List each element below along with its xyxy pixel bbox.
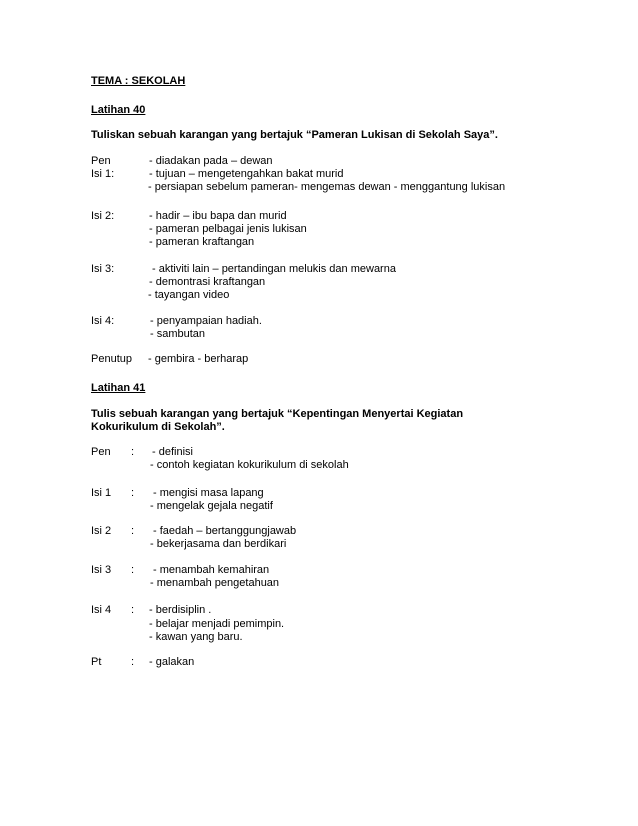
row-label: Penutup bbox=[91, 353, 132, 365]
row-text: - penyampaian hadiah. bbox=[150, 315, 262, 327]
row-label: Pen bbox=[91, 155, 111, 167]
row-text: - menambah pengetahuan bbox=[150, 577, 280, 589]
row-text: - berdisiplin . bbox=[149, 604, 212, 616]
theme-heading: TEMA : SEKOLAH bbox=[91, 75, 186, 87]
row-label: Isi 1 bbox=[91, 487, 112, 499]
row-label: Isi 4 bbox=[91, 604, 112, 616]
row-text: - tujuan – mengetengahkan bakat murid bbox=[149, 168, 344, 180]
row-text: - menambah kemahiran bbox=[153, 564, 270, 576]
row-text: - demontrasi kraftangan bbox=[149, 276, 266, 288]
row-label: Isi 3 bbox=[91, 564, 112, 576]
row-text: - diadakan pada – dewan bbox=[149, 155, 273, 167]
row-text: - pameran kraftangan bbox=[149, 236, 255, 248]
row-label: Isi 2: bbox=[91, 210, 115, 222]
row-colon: : bbox=[131, 564, 135, 576]
row-text: - hadir – ibu bapa dan murid bbox=[149, 210, 287, 222]
row-text: - tayangan video bbox=[148, 289, 230, 301]
row-colon: : bbox=[131, 487, 135, 499]
exercise-41-heading: Latihan 41 bbox=[91, 382, 146, 394]
row-text: - belajar menjadi pemimpin. bbox=[149, 618, 285, 630]
row-text: - galakan bbox=[149, 656, 195, 668]
row-colon: : bbox=[131, 604, 135, 616]
exercise-41-question-line1: Tulis sebuah karangan yang bertajuk “Kepentingan Menyertai Kegiatan bbox=[91, 408, 464, 420]
exercise-40-heading: Latihan 40 bbox=[91, 104, 146, 116]
row-text: - faedah – bertanggungjawab bbox=[153, 525, 297, 537]
row-colon: : bbox=[131, 525, 135, 537]
row-text: - definisi bbox=[152, 446, 193, 458]
row-text: - mengisi masa lapang bbox=[153, 487, 264, 499]
row-label: Isi 3: bbox=[91, 263, 115, 275]
row-text: - sambutan bbox=[150, 328, 206, 340]
row-text: - kawan yang baru. bbox=[149, 631, 243, 643]
row-text: - gembira - berharap bbox=[148, 353, 249, 365]
row-text: - contoh kegiatan kokurikulum di sekolah bbox=[150, 459, 349, 471]
exercise-41-question-line2: Kokurikulum di Sekolah”. bbox=[91, 421, 225, 433]
row-label: Pt bbox=[91, 656, 102, 668]
row-text: - aktiviti lain – pertandingan melukis dan mewarna bbox=[152, 263, 396, 275]
row-text: - mengelak gejala negatif bbox=[150, 500, 273, 512]
row-label: Pen bbox=[91, 446, 111, 458]
row-text: - persiapan sebelum pameran- mengemas dewan - menggantung lukisan bbox=[148, 181, 506, 193]
row-text: - bekerjasama dan berdikari bbox=[150, 538, 287, 550]
row-text: - pameran pelbagai jenis lukisan bbox=[149, 223, 307, 235]
exercise-40-question: Tuliskan sebuah karangan yang bertajuk “Pameran Lukisan di Sekolah Saya”. bbox=[91, 129, 498, 141]
row-label: Isi 2 bbox=[91, 525, 112, 537]
row-colon: : bbox=[131, 656, 135, 668]
row-colon: : bbox=[131, 446, 135, 458]
row-label: Isi 1: bbox=[91, 168, 115, 180]
row-label: Isi 4: bbox=[91, 315, 115, 327]
